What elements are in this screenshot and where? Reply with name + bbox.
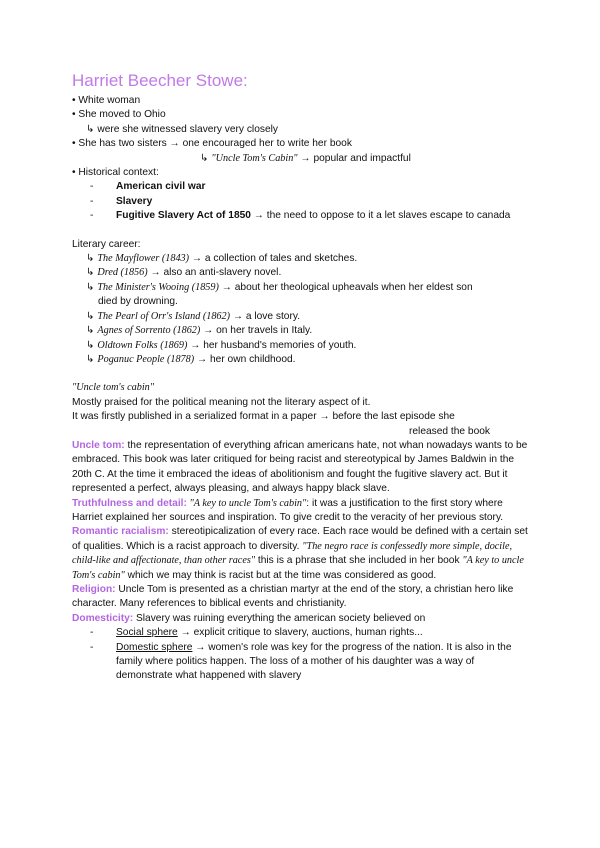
document-page [72,70,532,684]
work-desc: → on her travels in Italy. [200,325,313,337]
context-item [72,180,532,194]
context-bold: American civil war [116,181,206,193]
sphere-desc: → explicit critique to slavery, auctions, human rights... [177,627,423,639]
context-bold: Slavery [116,195,153,207]
dash-marker: - [90,641,94,653]
career-item [72,310,532,324]
work-title: Agnes of Sorrento (1862) [97,325,201,337]
truthfulness-book: "A key to uncle Tom's cabin" [186,497,307,509]
sub-arrow: ↳ [86,339,98,351]
sub-arrow: ↳ [86,267,98,279]
romantic-book: "A key to uncle Tom's cabin" [72,555,524,581]
spacer [72,367,532,381]
dash-marker: - [90,627,94,639]
career-item [72,353,532,367]
work-desc: → about her theological upheavals when her eldest son [218,281,473,293]
sub-arrow: ↳ [86,253,98,265]
truthfulness-label: Truthfulness and detail: [72,497,187,509]
bio-sub-ohio: ↳ were she witnessed slavery very closely [86,123,278,135]
work-desc: → a collection of tales and sketches. [189,253,358,265]
work-desc: → her own childhood. [194,353,296,365]
sphere-name: Domestic sphere [116,641,193,653]
work-title: The Pearl of Orr's Island (1862) [97,310,231,322]
context-item [72,209,532,223]
work-title: Dred (1856) [97,267,148,279]
career-item [72,252,532,266]
sub-arrow: ↳ [86,310,98,322]
work-title: The Mayflower (1843) [97,253,190,265]
romantic-racialism-label: Romantic racialism: [72,526,169,538]
career-heading: Literary career: [72,238,141,250]
romantic-text-1: stereotipicalization of every race. Each race would be defined with a certain set of qualities. Which is a racist approach to diversity. [72,526,528,552]
religion-paragraph [72,583,532,612]
romantic-text-3: which we may think is racist but at the time was considered as good. [124,569,437,581]
context-item [72,195,532,209]
career-item [72,339,532,353]
work-title: The Minister's Wooing (1859) [97,281,219,293]
sphere-name: Social sphere [116,627,178,639]
career-item [72,266,532,280]
romantic-text-2: this is a phrase that she included in her book [255,555,463,567]
cabin-paragraph-publish: It was firstly published in a serialized format in a paper → before the last episode she [72,411,455,423]
religion-text: Uncle Tom is presented as a christian martyr at the end of the story, a christian hero like character. Many references to biblical events and christianity. [72,584,514,610]
uncle-tom-paragraph [72,439,532,497]
book-title: "Uncle Tom's Cabin" [211,152,298,164]
religion-label: Religion: [72,584,116,595]
sub-arrow: ↳ [86,353,98,365]
career-item-continuation: died by drowning. [98,296,178,308]
romantic-quote: "The negro race is confessedly more simple, docile, child-like and affectionate, than other races" [72,540,513,567]
dash-marker: - [90,181,94,193]
domesticity-paragraph [72,612,532,626]
dash-marker: - [90,210,94,222]
sphere-desc: → women's role was key for the progress of the nation. It is also in the family where politics happen. The loss of a mother of his daughter was a way of demonstrate what happened with slavery [116,641,512,682]
sphere-item [72,626,532,640]
sphere-item [72,641,532,684]
sub-arrow: ↳ [86,325,98,337]
bio-bullet-ohio: • She moved to Ohio [72,109,166,121]
work-title: Oldtown Folks (1869) [97,339,188,351]
context-bold: Fugitive Slavery Act of 1850 [116,210,251,222]
sub-arrow: ↳ [86,281,98,293]
career-item [72,281,532,295]
cabin-paragraph-praise: Mostly praised for the political meaning not the literary aspect of it. [72,396,371,408]
sub-arrow: ↳ [200,152,212,164]
bio-bullet-woman: • White woman [72,95,141,106]
career-item [72,324,532,338]
dash-marker: - [90,195,94,207]
spacer [72,224,532,238]
truthfulness-paragraph [72,497,532,526]
sub-rest: → popular and impactful [297,152,411,164]
bio-sub-book [72,152,532,166]
page-title: Harriet Beecher Stowe: [72,71,248,90]
bio-bullet-context: • Historical context: [72,167,159,179]
work-desc: → a love story. [230,310,301,322]
work-desc: → also an anti-slavery novel. [147,267,282,279]
cabin-paragraph-publish-cont: released the book [409,425,490,437]
uncle-tom-text: the representation of everything african americans hate, not whan nowadays wants to be embraced. This book was later critiqued for being racist and stereotypical by James Baldwin in the 20th C. At the time it embraced the ideas of abolitionism and fought the fugitive slavery act. But it represented a perfect, always pleasing, and always happy black slave. [72,439,528,495]
domesticity-label: Domesticity: [72,612,134,624]
context-rest: → the need to oppose to it a let slaves escape to canada [250,210,511,222]
cabin-heading: "Uncle tom's cabin" [72,382,155,394]
bio-bullet-sisters: • She has two sisters → one encouraged her to write her book [72,138,352,150]
work-title: Poganuc People (1878) [97,353,195,365]
work-desc: → her husband's memories of youth. [187,339,357,351]
romantic-racialism-paragraph [72,525,532,583]
uncle-tom-label: Uncle tom: [72,439,125,451]
domesticity-text: Slavery was ruining everything the american society believed on [133,612,426,624]
truthfulness-text: : it was a justification to the first story where Harriet explained her sources and inspiration. To give credit to the veracity of her previous story. [72,497,504,523]
